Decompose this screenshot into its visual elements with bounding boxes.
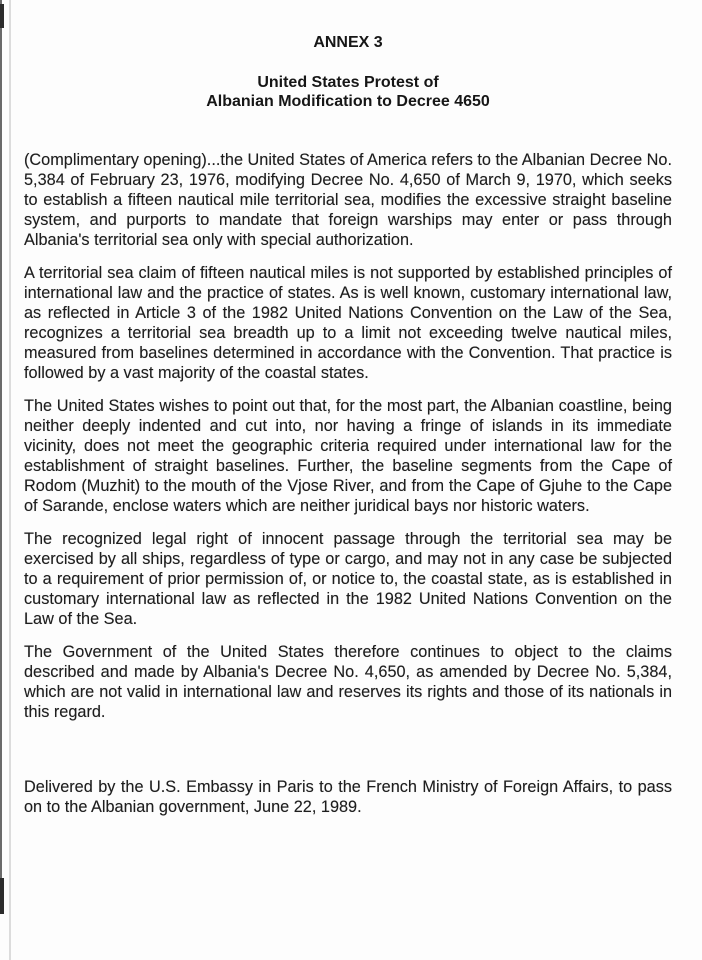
document-header: [24, 33, 672, 111]
document-body: [24, 150, 672, 817]
paragraph-delivery-note: Delivered by the U.S. Embassy in Paris to the French Ministry of Foreign Affairs, to pass on to the Albanian government, June 22, 1989.: [24, 778, 672, 816]
annex-title: ANNEX 3: [313, 34, 383, 51]
scan-mark-bottom-left: [0, 878, 4, 914]
document-content: [24, 33, 672, 817]
paragraph-territorial-sea-claim: A territorial sea claim of fifteen nautical miles is not supported by established principles of international law and the practice of states. As is well known, customary international law, as reflected in Article 3 of the 1982 United Nations Convention on the Law of the Sea, recognizes a territorial sea breadth up to a limit not exceeding twelve nautical miles, measured from baselines determined in accordance with the Convention. That practice is followed by a vast majority of the coastal states.: [24, 264, 672, 382]
paragraph-government-objection: The Government of the United States therefore continues to object to the claims described and made by Albania's Decree No. 4,650, as amended by Decree No. 5,384, which are not valid in international law and reserves its rights and those of its nationals in this regard.: [24, 643, 672, 721]
scan-edge-artifact: [0, 0, 2, 912]
document-subtitle-line-1: United States Protest of: [257, 74, 439, 91]
document-subtitle-line-2: Albanian Modification to Decree 4650: [206, 93, 490, 110]
scan-mark-top-left: [0, 4, 4, 28]
paragraph-innocent-passage: The recognized legal right of innocent passage through the territorial sea may be exercised by all ships, regardless of type or cargo, and may not in any case be subjected to a requirement of prior permission of, or notice to, the coastal state, as is established in customary international law as reflected in the 1982 United Nations Convention on the Law of the Sea.: [24, 530, 672, 628]
page-edge-shadow: [9, 0, 11, 960]
paragraph-complimentary-opening: (Complimentary opening)...the United States of America refers to the Albanian Decree No. 5,384 of February 23, 1976, modifying Decree No. 4,650 of March 9, 1970, which seeks to establish a fifteen nautical mile territorial sea, modifies the excessive straight baseline system, and purports to mandate that foreign warships may enter or pass through Albania's territorial sea only with special authorization.: [24, 151, 672, 249]
paragraph-albanian-coastline: The United States wishes to point out that, for the most part, the Albanian coastline, being neither deeply indented and cut into, nor having a fringe of islands in its immediate vicinity, does not meet the geographic criteria required under international law for the establishment of straight baselines. Further, the baseline segments from the Cape of Rodom (Muzhit) to the mouth of the Vjose River, and from the Cape of Gjuhe to the Cape of Sarande, enclose waters which are neither juridical bays nor historic waters.: [24, 397, 672, 515]
